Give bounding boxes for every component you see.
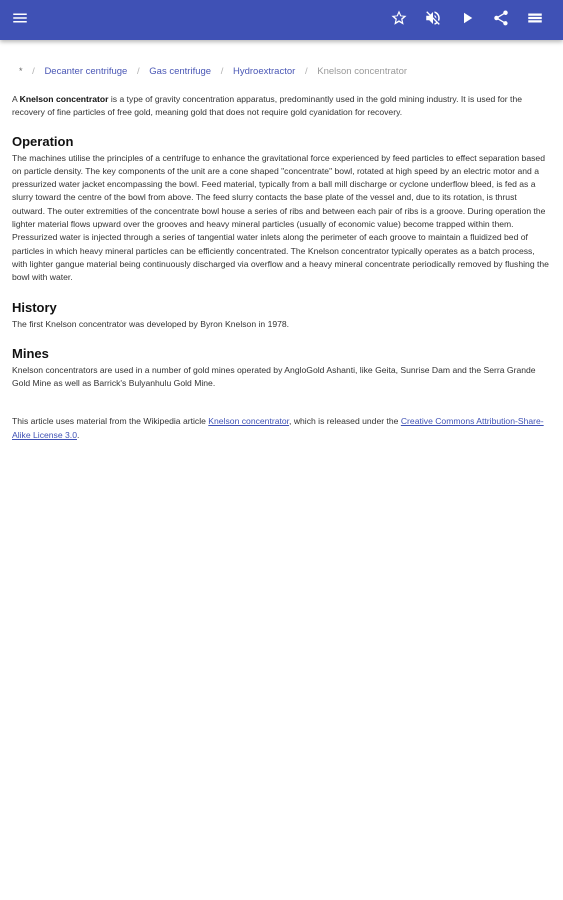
star-icon [390, 9, 408, 32]
breadcrumb-item-decanter-centrifuge[interactable]: Decanter centrifuge [44, 66, 128, 77]
play-icon [458, 9, 476, 32]
lead-text: is a type of gravity concentration apparatus, predominantly used in the gold mining industry. It is used for the recovery of fine particles of free gold, meaning gold that does not require gold cyanidation for recovery. [12, 94, 523, 118]
license-suffix: . [76, 429, 80, 440]
section-text-mines: Knelson concentrators are used in a number of gold mines operated by AngloGold Ashanti, like Geita, Sunrise Dam and the Serra Grande Gold Mine as well as Barrick's Bulyanhulu Gold Mine. [12, 364, 536, 389]
license-link[interactable]: Creative Commons Attribution-Share-Alike License 3.0 [12, 416, 544, 440]
breadcrumb-current: Knelson concentrator [317, 66, 408, 77]
app-toolbar [0, 0, 563, 40]
lead-prefix: A [12, 94, 20, 104]
license-notice [12, 415, 551, 442]
license-middle: , which is released under the [289, 416, 401, 427]
view-list-icon [526, 9, 544, 32]
hamburger-menu-icon [11, 9, 29, 32]
volume-off-icon [424, 9, 442, 32]
breadcrumb [19, 64, 551, 79]
section-heading-operation: Operation [12, 133, 74, 149]
wikipedia-article-link[interactable]: Knelson concentrator [208, 416, 290, 427]
section-text-history: The first Knelson concentrator was developed by Byron Knelson in 1978. [12, 318, 290, 329]
section-heading-mines: Mines [12, 345, 49, 361]
breadcrumb-home[interactable]: * [19, 66, 23, 76]
breadcrumb-separator: / [137, 66, 140, 77]
breadcrumb-item-gas-centrifuge[interactable]: Gas centrifuge [149, 66, 212, 77]
article-subject: Knelson concentrator [19, 94, 109, 104]
breadcrumb-separator: / [220, 66, 224, 77]
bookmark-button[interactable] [387, 8, 411, 32]
menu-button[interactable] [8, 8, 32, 32]
share-button[interactable] [489, 8, 513, 32]
section-heading-history: History [12, 299, 57, 315]
article-lead [12, 93, 551, 120]
article-content [12, 40, 551, 442]
play-button[interactable] [455, 8, 479, 32]
license-prefix: This article uses material from the Wikipedia article [12, 416, 209, 427]
mute-button[interactable] [421, 8, 445, 32]
section-text-operation: The machines utilise the principles of a centrifuge to enhance the gravitational force experienced by feed particles to effect separation based on particle density. The key components of the unit are a cone shaped "concentrate" bowl, rotated at high speed by an electric motor and a pressurized water jacket encompassing the bowl. Feed material, typically from a ball mill discharge or cyclone underflow bleed, is fed as a slurry toward the centre of the bowl from above. The feed slurry contacts the base plate of the vessel and, due to its rotation, is thrust outward. The outer extremities of the concentrate bowl house a series of ribs and between each pair of ribs is a groove. During operation the lighter material flows upward over the grooves and heavy mineral particles (usually of economic value) become trapped within them. Pressurized water is injected through a series of tangential water inlets along the perimeter of each groove to maintain a fluidized bed of particles in which heavy mineral particles can be efficiently concentrated. The Knelson concentrator typically operates as a batch process, with lighter gangue material being continuously discharged via overflow and a heavy mineral concentrate periodically removed by flushing the bowl with water. [12, 152, 549, 283]
breadcrumb-separator: / [304, 66, 308, 77]
share-icon [492, 9, 510, 32]
breadcrumb-item-hydroextractor[interactable]: Hydroextractor [233, 66, 296, 77]
contents-button[interactable] [523, 8, 547, 32]
breadcrumb-separator: / [32, 66, 35, 77]
